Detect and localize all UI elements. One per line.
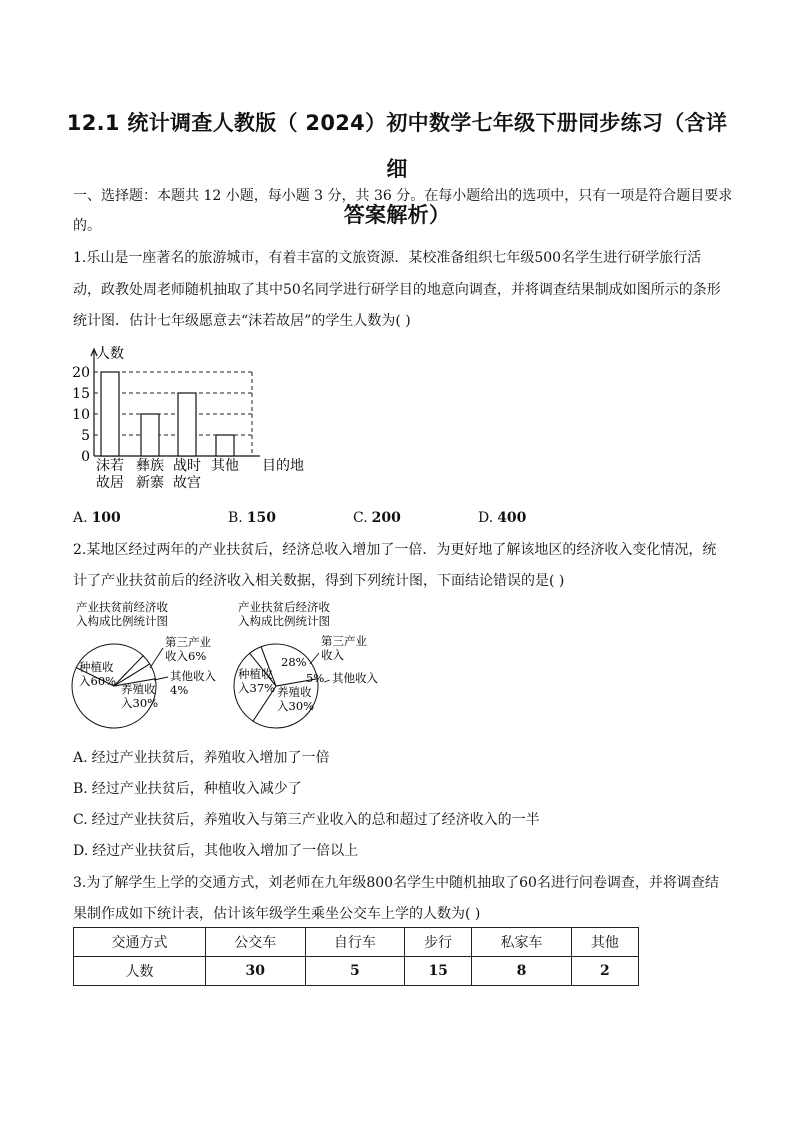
option-label: A. <box>73 510 88 526</box>
x-category-label: 彝族 <box>136 458 164 474</box>
y-axis-label: 人数 <box>96 346 124 362</box>
option-label: D. <box>478 510 494 526</box>
option-text: 200 <box>371 510 401 526</box>
q2-text-2: 计了产业扶贫前后的经济收入相关数据，得到下列统计图，下面结论错误的是( ) <box>73 573 565 589</box>
option-label: B. <box>73 781 88 797</box>
y-tick-label: 15 <box>72 386 90 402</box>
option-text: 100 <box>91 510 121 526</box>
option-text: 400 <box>497 510 527 526</box>
bar <box>141 414 159 456</box>
q1-text-3: 统计图．估计七年级愿意去“沫若故居”的学生人数为( ) <box>73 313 411 329</box>
option-label: C. <box>73 812 88 828</box>
pie-slice-label: 收入6% <box>165 649 207 663</box>
q1-option-b[interactable] <box>228 508 276 528</box>
pie-slice-label: 种植收 <box>238 667 273 681</box>
bar <box>101 372 119 456</box>
pie-title: 入构成比例统计图 <box>76 614 168 628</box>
pie-slice-label: 入30% <box>277 699 315 713</box>
y-tick-label: 0 <box>81 449 90 465</box>
leader-line <box>150 648 163 668</box>
option-text: 经过产业扶贫后，其他收入增加了一倍以上 <box>92 843 359 859</box>
pie-slice-label: 收入 <box>321 648 344 662</box>
option-text: 经过产业扶贫后，种植收入减少了 <box>91 781 302 797</box>
table-header-cell: 私家车 <box>472 928 572 957</box>
table-header-cell: 步行 <box>405 928 472 957</box>
x-category-label: 故居 <box>96 475 124 491</box>
table-cell: 人数 <box>74 957 206 986</box>
q2-pie-chart-before <box>66 598 231 738</box>
q1-bar-chart <box>70 340 310 495</box>
bar <box>178 393 196 456</box>
pie-slice-label: 入37% <box>238 681 276 695</box>
x-axis-label: 目的地 <box>262 458 304 474</box>
option-text: 经过产业扶贫后，养殖收入与第三产业收入的总和超过了经济收入的一半 <box>91 812 540 828</box>
table-cell: 5 <box>305 957 405 986</box>
table-cell: 2 <box>571 957 638 986</box>
pie-slice-label: 入60% <box>79 674 117 688</box>
option-text: 150 <box>246 510 276 526</box>
option-label: B. <box>228 510 243 526</box>
leader-line <box>324 680 330 682</box>
pie-title: 入构成比例统计图 <box>238 614 330 628</box>
leader-line <box>310 653 319 664</box>
leader-line <box>154 677 168 680</box>
pie-slice-label: 养殖收 <box>277 685 312 699</box>
q2-option-c[interactable] <box>73 810 540 830</box>
q1-option-d[interactable] <box>478 508 526 528</box>
pie-slice-label: 养殖收 <box>121 682 156 696</box>
y-tick-label: 5 <box>81 428 90 444</box>
pie-slice-label: 其他收入 <box>170 669 216 683</box>
q1-option-c[interactable] <box>353 508 401 528</box>
pie-slice-label: 第三产业 <box>165 635 211 649</box>
pie-slice-label: 其他收入 <box>332 671 378 685</box>
section-instructions-2: 的。 <box>73 218 101 234</box>
y-tick-label: 10 <box>72 407 90 423</box>
q3-text-2: 果制作成如下统计表，估计该年级学生乘坐公交车上学的人数为( ) <box>73 906 481 922</box>
q1-text-1: 1.乐山是一座著名的旅游城市，有着丰富的文旅资源．某校准备组织七年级500名学生进行研学旅行活 <box>73 250 702 266</box>
pie-slice-label: 种植收 <box>79 660 114 674</box>
table-header-cell: 交通方式 <box>74 928 206 957</box>
bar <box>216 435 234 456</box>
q2-text-1: 2.某地区经过两年的产业扶贫后，经济总收入增加了一倍．为更好地了解该地区的经济收入变化情况，统 <box>73 542 717 558</box>
table-cell: 30 <box>205 957 305 986</box>
option-label: C. <box>353 510 368 526</box>
table-header-row <box>74 928 639 957</box>
option-label: D. <box>73 843 89 859</box>
pie-slice-label: 5% <box>306 671 325 685</box>
q1-option-a[interactable] <box>73 508 121 528</box>
y-tick-label: 20 <box>72 365 90 381</box>
table-cell: 8 <box>472 957 572 986</box>
pie-slice-label: 4% <box>170 683 189 697</box>
q2-option-a[interactable] <box>73 748 330 768</box>
x-category-label: 新寨 <box>136 475 164 491</box>
q3-text-1: 3.为了解学生上学的交通方式，刘老师在九年级800名学生中随机抽取了60名进行问卷调查，并将调查结 <box>73 875 719 891</box>
pie-slice-label: 第三产业 <box>321 634 367 648</box>
table-header-cell: 公交车 <box>205 928 305 957</box>
x-category-label: 其他 <box>211 458 239 474</box>
section-instructions-1: 一、选择题：本题共 12 小题，每小题 3 分，共 36 分。在每小题给出的选项中，只有一项是符合题目要求 <box>73 188 733 204</box>
q3-transport-table <box>73 927 639 986</box>
table-row <box>74 957 639 986</box>
x-category-label: 故宫 <box>173 475 201 491</box>
q1-text-2: 动，政教处周老师随机抽取了其中50名同学进行研学目的地意向调查，并将调查结果制成如图所示的条形 <box>73 282 721 298</box>
title-line-1: 12.1 统计调查人教版（ 2024）初中数学七年级下册同步练习（含详细 <box>66 111 728 181</box>
table-header-cell: 自行车 <box>305 928 405 957</box>
x-category-label: 战时 <box>173 458 201 474</box>
pie-slice-label: 入30% <box>121 696 159 710</box>
option-label: A. <box>73 750 88 766</box>
title-line-2: 答案解析） <box>343 203 451 227</box>
option-text: 经过产业扶贫后，养殖收入增加了一倍 <box>91 750 330 766</box>
pie-slice-label: 28% <box>281 655 307 669</box>
x-category-label: 沫若 <box>96 458 124 474</box>
table-cell: 15 <box>405 957 472 986</box>
pie-title: 产业扶贫后经济收 <box>238 600 330 614</box>
pie-title: 产业扶贫前经济收 <box>76 600 168 614</box>
q2-option-d[interactable] <box>73 841 358 861</box>
q2-pie-chart-after <box>228 598 398 738</box>
q2-option-b[interactable] <box>73 779 302 799</box>
table-header-cell: 其他 <box>571 928 638 957</box>
